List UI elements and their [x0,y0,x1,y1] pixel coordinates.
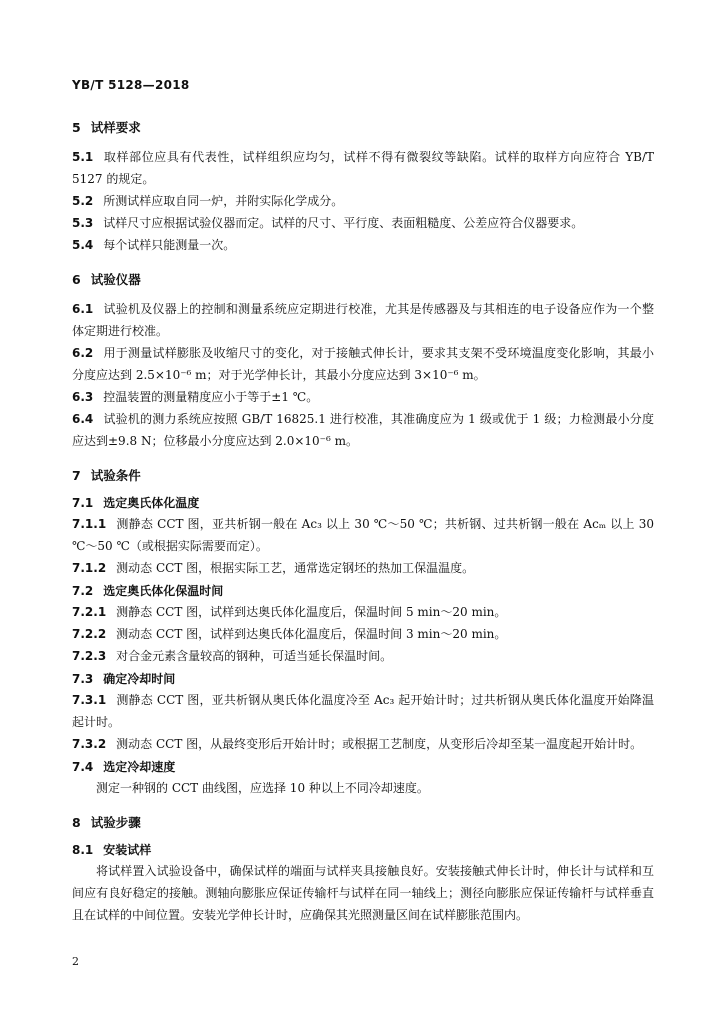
clause-7-2-2 [72,623,654,645]
clause-7-3-2 [72,733,654,755]
clause-number: 7.4 [72,760,94,774]
section-heading-8 [72,813,654,833]
page-number: 2 [72,955,79,968]
subheading-7-4 [72,758,654,777]
clause-number: 7.1 [72,496,94,510]
clause-text: 试验机及仪器上的控制和测量系统应定期进行校准，尤其是传感器及与其相连的电子设备应作为一个整体定期进行校准。 [72,302,654,338]
clause-text: 测动态 CCT 图，根据实际工艺，通常选定钢坯的热加工保温温度。 [116,561,475,575]
subheading-7-2 [72,582,654,601]
subheading-7-3 [72,670,654,689]
clause-text: 控温装置的测量精度应小于等于±1 ℃。 [103,390,319,404]
clause-5-3 [72,212,654,234]
clause-number: 6.2 [72,346,94,360]
section-heading-7 [72,466,654,486]
section-number: 6 [72,272,81,287]
clause-number: 7.1.1 [72,517,107,531]
clause-number: 5.2 [72,194,94,208]
clause-8-1-text: 将试样置入试验设备中，确保试样的端面与试样夹具接触良好。安装接触式伸长计时，伸长计与试样和互间应有良好稳定的接触。测轴向膨胀应保证传输杆与试样在同一轴线上；测径向膨胀应保证传输杆与试样垂直且在试样的中间位置。安装光学伸长计时，应确保其光照测量区间在试样膨胀范围内。 [72,864,654,922]
section-number: 8 [72,815,81,830]
section-title: 试验步骤 [90,815,141,830]
clause-number: 6.3 [72,390,94,404]
subheading-title: 选定冷却速度 [103,760,176,774]
clause-text: 测静态 CCT 图，亚共析钢从奥氏体化温度冷至 Ac₃ 起开始计时；过共析钢从奥氏体化温度开始降温起计时。 [72,693,654,729]
clause-number: 8.1 [72,843,94,857]
section-title: 试验仪器 [90,272,141,287]
clause-5-1 [72,146,654,190]
clause-6-3 [72,386,654,408]
clause-number: 7.3.1 [72,693,107,707]
subheading-8-1 [72,841,654,860]
clause-6-2 [72,342,654,386]
clause-number: 7.2.2 [72,627,107,641]
subheading-7-1 [72,494,654,513]
section-title: 试验条件 [90,468,141,483]
clause-text: 用于测量试样膨胀及收缩尺寸的变化，对于接触式伸长计，要求其支架不受环境温度变化影响，其最小分度应达到 2.5×10⁻⁶ m；对于光学伸长计，其最小分度应达到 3×10⁻⁶ m。 [72,346,654,382]
clause-number: 7.2 [72,584,94,598]
clause-number: 5.1 [72,150,94,164]
clause-7-1-2 [72,557,654,579]
subheading-title: 安装试样 [103,843,152,857]
clause-number: 5.3 [72,216,94,230]
section-heading-6 [72,270,654,290]
clause-text: 试样尺寸应根据试验仪器而定。试样的尺寸、平行度、表面粗糙度、公差应符合仪器要求。 [103,216,584,230]
clause-5-2 [72,190,654,212]
clause-number: 5.4 [72,238,94,252]
clause-6-1 [72,298,654,342]
clause-number: 7.2.1 [72,605,107,619]
clause-text: 测静态 CCT 图，试样到达奥氏体化温度后，保温时间 5 min～20 min。 [116,605,507,619]
clause-text: 测静态 CCT 图，亚共析钢一般在 Ac₃ 以上 30 ℃～50 ℃；共析钢、过共析钢一般在 Acₘ 以上 30 ℃～50 ℃（或根据实际需要而定）。 [72,517,654,553]
clause-number: 7.3 [72,672,94,686]
subheading-title: 确定冷却时间 [103,672,176,686]
clause-text: 试验机的测力系统应按照 GB/T 16825.1 进行校准，其准确度应为 1 级或优于 1 级；力检测最小分度应达到±9.8 N；位移最小分度应达到 2.0×10⁻⁶ m。 [72,412,654,448]
clause-number: 6.1 [72,302,94,316]
clause-text: 所测试样应取自同一炉，并附实际化学成分。 [103,194,344,208]
section-number: 7 [72,468,81,483]
document-body [72,118,654,926]
subheading-title: 选定奥氏体化保温时间 [103,584,224,598]
clause-number: 7.1.2 [72,561,107,575]
clause-text: 每个试样只能测量一次。 [103,238,236,252]
clause-text: 测动态 CCT 图，从最终变形后开始计时；或根据工艺制度，从变形后冷却至某一温度起开始计时。 [116,737,643,751]
clause-7-1-1 [72,513,654,557]
clause-7-4-text: 测定一种钢的 CCT 曲线图，应选择 10 种以上不同冷却速度。 [96,781,429,795]
section-number: 5 [72,120,81,135]
section-heading-5 [72,118,654,138]
subheading-title: 选定奥氏体化温度 [103,496,200,510]
clause-text: 对合金元素含量较高的钢种，可适当延长保温时间。 [116,649,393,663]
clause-text: 测动态 CCT 图，试样到达奥氏体化温度后，保温时间 3 min～20 min。 [116,627,507,641]
clause-6-4 [72,408,654,452]
clause-text: 取样部位应具有代表性，试样组织应均匀，试样不得有微裂纹等缺陷。试样的取样方向应符合 YB/T 5127 的规定。 [72,150,654,186]
clause-number: 6.4 [72,412,94,426]
clause-7-3-1 [72,689,654,733]
clause-5-4 [72,234,654,256]
clause-number: 7.3.2 [72,737,107,751]
clause-7-2-3 [72,645,654,667]
clause-number: 7.2.3 [72,649,107,663]
section-title: 试样要求 [90,120,141,135]
standard-code: YB/T 5128—2018 [72,78,190,92]
clause-7-2-1 [72,601,654,623]
